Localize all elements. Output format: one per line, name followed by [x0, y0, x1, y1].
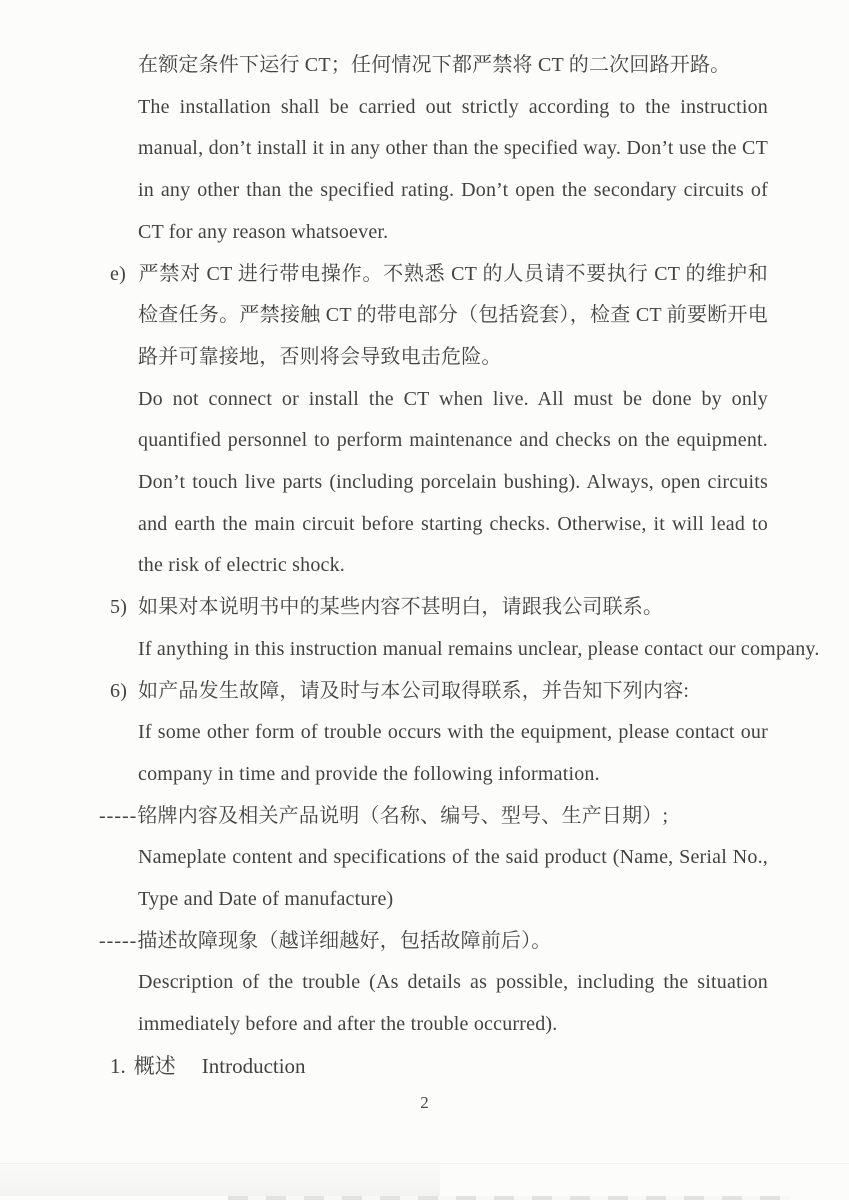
list-marker-5: 5) [110, 596, 128, 619]
page-number: 2 [420, 1093, 429, 1112]
heading-cjk: 概述 [133, 1053, 176, 1078]
scan-artifact-shade [0, 1164, 440, 1196]
heading-en: Introduction [201, 1053, 306, 1078]
list-marker-e: e) [110, 262, 126, 285]
list-marker-6: 6) [110, 679, 128, 702]
list-text-e: 严禁对 CT 进行带电操作。不熟悉 CT 的人员请不要执行 CT 的维护和检查任务。严禁接触 CT 的带电部分（包括瓷套），检查 CT 前要断开电路并可靠接地，否则将会导致电击危险。 [138, 262, 768, 368]
paragraph-cjk-rated-conditions: 在额定条件下运行 CT；任何情况下都严禁将 CT 的二次回路开路。 [138, 54, 731, 76]
heading-number: 1. [110, 1053, 126, 1078]
document-body [99, 45, 820, 1088]
list-item-e [110, 254, 768, 379]
paragraph-en-installation: The installation shall be carried out strictly according to the instruction manual, don’t install it in any other than the specified way. Don’t use the CT in any other than the specified rating. Don’t open the secondary circuits of CT for any reason whatsoever. [138, 95, 768, 243]
paragraph-en-trouble-contact: If some other form of trouble occurs with the equipment, please contact our company in time and provide the following information. [138, 721, 768, 785]
dash-text-nameplate: 铭牌内容及相关产品说明（名称、编号、型号、生产日期）; [137, 804, 669, 827]
list-text-5: 如果对本说明书中的某些内容不甚明白，请跟我公司联系。 [138, 596, 664, 619]
dash-item-trouble-description [99, 921, 768, 963]
dash-text-trouble: 描述故障现象（越详细越好，包括故障前后）。 [137, 929, 552, 952]
list-text-6: 如产品发生故障，请及时与本公司取得联系，并告知下列内容: [138, 679, 690, 702]
paragraph-en-contact-unclear: If anything in this instruction manual remains unclear, please contact our company. [138, 637, 820, 660]
paragraph-en-nameplate: Nameplate content and specifications of the said product (Name, Serial No., Type and Date of manufacture) [138, 846, 768, 911]
dash-item-nameplate [99, 796, 768, 838]
paragraph-en-trouble-description: Description of the trouble (As details as possible, including the situation immediately before and after the trouble occurred). [138, 971, 768, 1036]
dash-prefix: ----- [99, 929, 138, 952]
dash-prefix: ----- [99, 804, 138, 827]
scan-artifact-bottom-edge [228, 1196, 790, 1200]
list-item-5 [110, 587, 768, 629]
list-item-6 [110, 671, 768, 713]
paragraph-en-live-work: Do not connect or install the CT when live. All must be done by only quantified personnel to perform maintenance and checks on the equipment. Don’t touch live parts (including porcelain bushing). Always, open circuits and earth the main circuit before starting checks. Otherwise, it will lead to the risk of electric shock. [138, 387, 768, 577]
section-heading-introduction [110, 1046, 768, 1088]
